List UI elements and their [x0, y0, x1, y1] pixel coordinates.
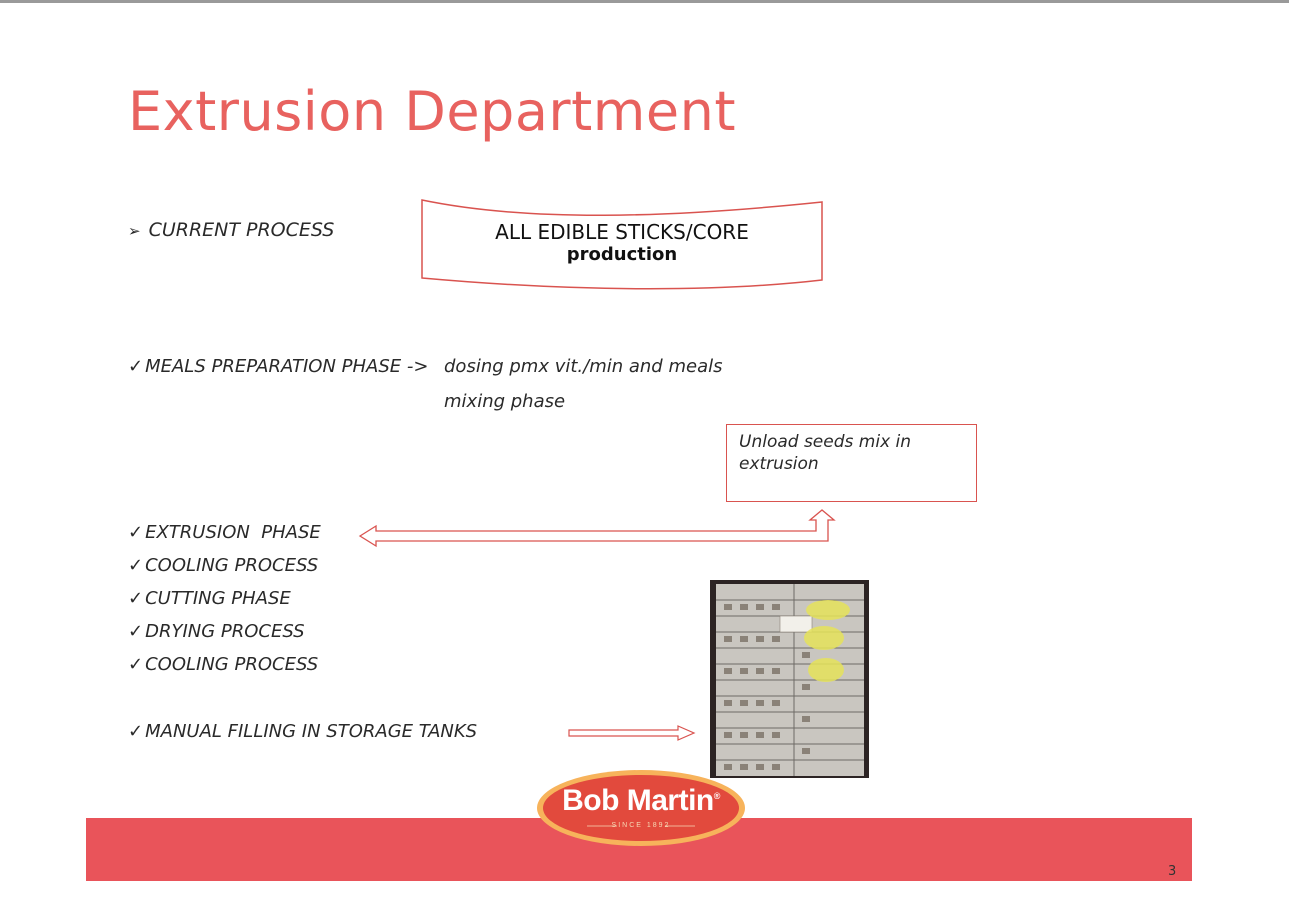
unload-callout-box	[726, 424, 977, 502]
storage-crates-photo	[710, 580, 869, 778]
meals-detail-line-1: dosing pmx vit./min and meals	[444, 356, 723, 377]
manual-filling-item	[128, 721, 477, 742]
step-label: DRYING PROCESS	[145, 621, 305, 642]
current-process-item	[128, 219, 334, 241]
meals-detail-line-2: mixing phase	[444, 391, 566, 412]
logo-brand: Bob Martin	[562, 784, 714, 817]
flow-arrow-icon	[354, 508, 838, 550]
top-rule	[0, 0, 1289, 3]
meals-label: MEALS PREPARATION PHASE ->	[145, 356, 429, 377]
current-process-label: CURRENT PROCESS	[148, 219, 335, 241]
banner-subtitle: production	[566, 244, 678, 265]
arrowhead-bullet-icon: ➢	[128, 222, 141, 240]
manual-filling-label: MANUAL FILLING IN STORAGE TANKS	[145, 721, 478, 742]
step-cooling-process-2	[128, 654, 318, 675]
logo-wordmark	[535, 784, 747, 818]
check-mark-icon: ✓	[128, 621, 144, 642]
check-mark-icon: ✓	[128, 721, 144, 742]
logo-since: SINCE 1892	[611, 822, 671, 829]
logo-registered-mark: ®	[713, 791, 720, 801]
unload-callout-text: Unload seeds mix in extrusion	[739, 432, 912, 474]
step-drying-process	[128, 621, 305, 642]
step-extrusion-phase	[128, 522, 321, 543]
banner-title: ALL EDIBLE STICKS/CORE	[495, 220, 749, 244]
check-mark-icon: ✓	[128, 555, 144, 576]
step-label: COOLING PROCESS	[145, 654, 319, 675]
manual-filling-arrow-icon	[566, 724, 698, 742]
banner-text	[422, 220, 822, 266]
check-mark-icon: ✓	[128, 522, 144, 543]
page-number: 3	[1168, 864, 1177, 879]
check-mark-icon: ✓	[128, 588, 144, 609]
slide-title: Extrusion Department	[128, 80, 737, 143]
check-mark-icon: ✓	[128, 654, 144, 675]
step-label: COOLING PROCESS	[145, 555, 319, 576]
step-label: EXTRUSION PHASE	[145, 522, 321, 543]
check-mark-icon: ✓	[128, 356, 144, 377]
step-label: CUTTING PHASE	[145, 588, 291, 609]
meals-preparation-item	[128, 356, 428, 377]
step-cooling-process	[128, 555, 318, 576]
step-cutting-phase	[128, 588, 291, 609]
